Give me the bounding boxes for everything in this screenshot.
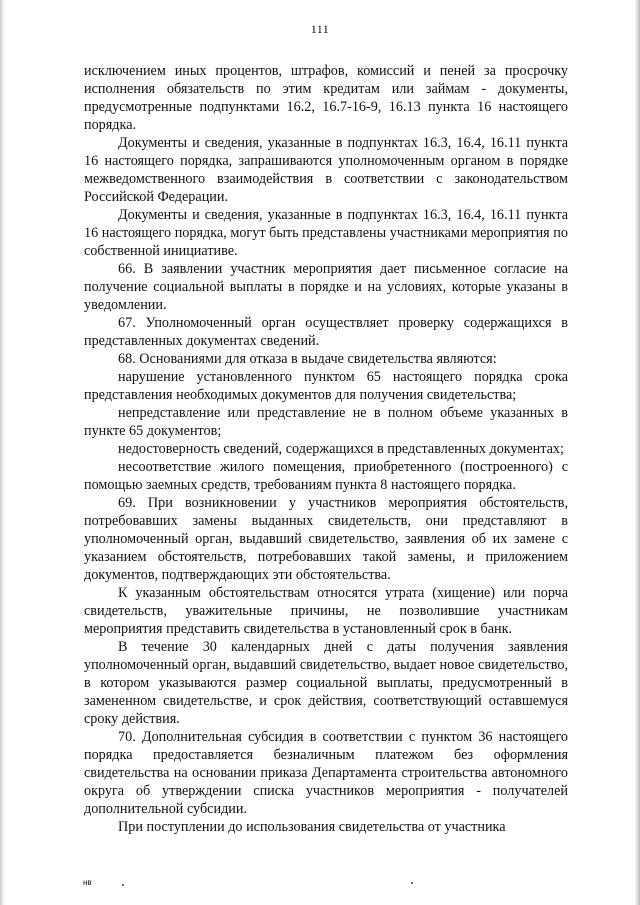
paragraph: исключением иных процентов, штрафов, комиссий и пеней за просрочку исполнения обязательств по этим кредитам или займам - документы, предусмотренные подпунктами 16.2, 16.7-16-9, 16.13 пункта 16 настоящего порядка. [84, 63, 568, 133]
scan-speck [122, 884, 124, 886]
paragraph: 69. При возникновении у участников мероприятия обстоятельств, потребовавших замены выданных свидетельств, они представляют в уполномоченный орган, выдавший свидетельство, заявления об их замене с указанием обстоятельств, потребовавших такой замены, и приложением документов, подтверждающих эти обстоятельства. [84, 495, 568, 583]
paragraph: 67. Уполномоченный орган осуществляет проверку содержащихся в представленных документах сведений. [84, 315, 568, 349]
scan-edge-right [634, 0, 640, 905]
document-body [84, 62, 568, 836]
paragraph: 70. Дополнительная субсидия в соответствии с пунктом 36 настоящего порядка предоставляется безналичным платежом без оформления свидетельства на основании приказа Департамента строительства автономного округа об утверждении списка участников мероприятия - получателей дополнительной субсидии. [84, 729, 568, 817]
paragraph: нарушение установленного пунктом 65 настоящего порядка срока представления необходимых документов для получения свидетельства; [84, 369, 568, 403]
scan-edge-left [0, 0, 5, 905]
scan-speck [411, 882, 413, 884]
paragraph: непредставление или представление не в полном объеме указанных в пункте 65 документов; [84, 405, 568, 439]
page-number: 111 [310, 22, 330, 36]
footer-mark: нв [83, 878, 92, 887]
paragraph: При поступлении до использования свидетельства от участника [118, 819, 506, 835]
paragraph: В течение 30 календарных дней с даты получения заявления уполномоченный орган, выдавший свидетельство, выдает новое свидетельство, в котором указываются размер социальной выплаты, предусмотренный в замененном свидетельстве, и срок действия, соответствующий оставшемуся сроку действия. [84, 639, 568, 727]
paragraph: Документы и сведения, указанные в подпунктах 16.3, 16.4, 16.11 пункта 16 настоящего порядка, могут быть представлены участниками мероприятия по собственной инициативе. [84, 207, 568, 259]
paragraph: 66. В заявлении участник мероприятия дает письменное согласие на получение социальной выплаты в порядке и на условиях, которые указаны в уведомлении. [84, 261, 568, 313]
paragraph: недостоверность сведений, содержащихся в представленных документах; [118, 441, 564, 457]
paragraph: несоответствие жилого помещения, приобретенного (построенного) с помощью заемных средств, требованиям пункта 8 настоящего порядка. [84, 459, 568, 493]
paragraph: К указанным обстоятельствам относятся утрата (хищение) или порча свидетельств, уважительные причины, не позволившие участникам мероприятия представить свидетельства в установленный срок в банк. [84, 585, 568, 637]
paragraph: Документы и сведения, указанные в подпунктах 16.3, 16.4, 16.11 пункта 16 настоящего порядка, запрашиваются уполномоченным органом в порядке межведомственного взаимодействия в соответствии с законодательством Российской Федерации. [84, 135, 568, 205]
paragraph: 68. Основаниями для отказа в выдаче свидетельства являются: [118, 351, 497, 367]
